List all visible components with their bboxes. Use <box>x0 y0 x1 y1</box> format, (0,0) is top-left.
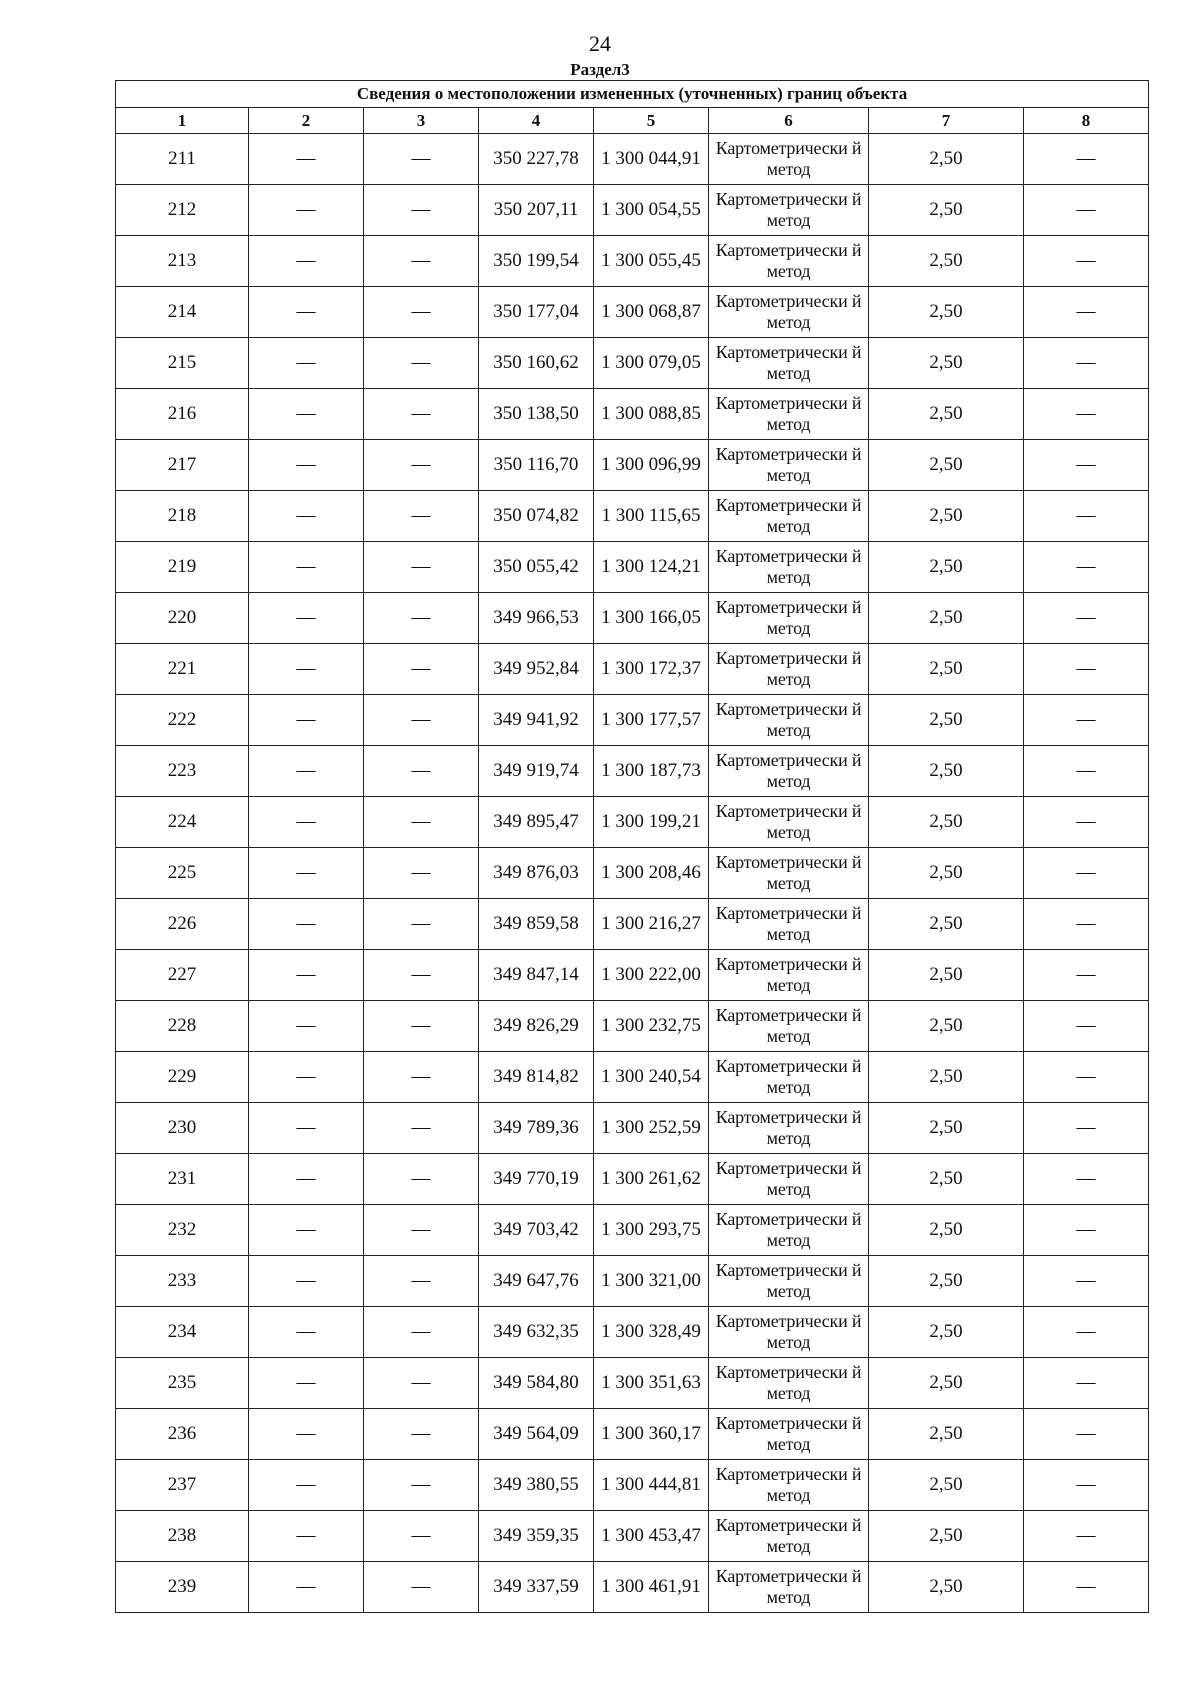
accuracy-cell: 2,50 <box>869 1154 1024 1205</box>
accuracy-cell: 2,50 <box>869 236 1024 287</box>
accuracy-cell: 2,50 <box>869 644 1024 695</box>
method-cell: Картометрически й метод <box>709 542 869 593</box>
accuracy-cell: 2,50 <box>869 1460 1024 1511</box>
col8-value-cell: — <box>1024 1052 1149 1103</box>
method-cell: Картометрически й метод <box>709 1205 869 1256</box>
col2-value-cell: — <box>249 440 364 491</box>
col2-value-cell: — <box>249 1205 364 1256</box>
accuracy-cell: 2,50 <box>869 1307 1024 1358</box>
method-cell: Картометрически й метод <box>709 1001 869 1052</box>
col8-value-cell: — <box>1024 1511 1149 1562</box>
col3-value-cell: — <box>364 950 479 1001</box>
column-number-row <box>116 108 1149 134</box>
point-number-cell: 230 <box>116 1103 249 1154</box>
point-number-cell: 212 <box>116 185 249 236</box>
col8-value-cell: — <box>1024 338 1149 389</box>
y-coordinate-cell: 1 300 461,91 <box>594 1562 709 1613</box>
method-cell: Картометрически й метод <box>709 1460 869 1511</box>
col3-value-cell: — <box>364 848 479 899</box>
method-cell: Картометрически й метод <box>709 491 869 542</box>
y-coordinate-cell: 1 300 321,00 <box>594 1256 709 1307</box>
table-row <box>116 899 1149 950</box>
y-coordinate-cell: 1 300 187,73 <box>594 746 709 797</box>
x-coordinate-cell: 349 632,35 <box>479 1307 594 1358</box>
point-number-cell: 217 <box>116 440 249 491</box>
column-number-5: 5 <box>594 108 709 134</box>
x-coordinate-cell: 350 177,04 <box>479 287 594 338</box>
x-coordinate-cell: 350 207,11 <box>479 185 594 236</box>
col3-value-cell: — <box>364 1001 479 1052</box>
table-row <box>116 1052 1149 1103</box>
y-coordinate-cell: 1 300 124,21 <box>594 542 709 593</box>
col8-value-cell: — <box>1024 1562 1149 1613</box>
table-row <box>116 1154 1149 1205</box>
col2-value-cell: — <box>249 848 364 899</box>
col2-value-cell: — <box>249 236 364 287</box>
table-row <box>116 440 1149 491</box>
table-caption: Сведения о местоположении измененных (уточненных) границ объекта <box>116 81 1149 108</box>
point-number-cell: 223 <box>116 746 249 797</box>
page-number: 24 <box>589 31 611 56</box>
accuracy-cell: 2,50 <box>869 134 1024 185</box>
x-coordinate-cell: 349 703,42 <box>479 1205 594 1256</box>
method-cell: Картометрически й метод <box>709 1358 869 1409</box>
x-coordinate-cell: 349 359,35 <box>479 1511 594 1562</box>
accuracy-cell: 2,50 <box>869 491 1024 542</box>
y-coordinate-cell: 1 300 252,59 <box>594 1103 709 1154</box>
x-coordinate-cell: 350 055,42 <box>479 542 594 593</box>
y-coordinate-cell: 1 300 208,46 <box>594 848 709 899</box>
y-coordinate-cell: 1 300 166,05 <box>594 593 709 644</box>
column-number-2: 2 <box>249 108 364 134</box>
point-number-cell: 229 <box>116 1052 249 1103</box>
method-cell: Картометрически й метод <box>709 1154 869 1205</box>
col2-value-cell: — <box>249 1562 364 1613</box>
x-coordinate-cell: 349 826,29 <box>479 1001 594 1052</box>
point-number-cell: 221 <box>116 644 249 695</box>
col2-value-cell: — <box>249 1052 364 1103</box>
col3-value-cell: — <box>364 1511 479 1562</box>
col3-value-cell: — <box>364 797 479 848</box>
column-number-6: 6 <box>709 108 869 134</box>
col8-value-cell: — <box>1024 1307 1149 1358</box>
method-cell: Картометрически й метод <box>709 1307 869 1358</box>
method-cell: Картометрически й метод <box>709 1256 869 1307</box>
y-coordinate-cell: 1 300 216,27 <box>594 899 709 950</box>
col2-value-cell: — <box>249 338 364 389</box>
x-coordinate-cell: 349 647,76 <box>479 1256 594 1307</box>
table-row <box>116 593 1149 644</box>
col3-value-cell: — <box>364 695 479 746</box>
col8-value-cell: — <box>1024 1154 1149 1205</box>
point-number-cell: 236 <box>116 1409 249 1460</box>
accuracy-cell: 2,50 <box>869 1562 1024 1613</box>
method-cell: Картометрически й метод <box>709 1052 869 1103</box>
x-coordinate-cell: 349 966,53 <box>479 593 594 644</box>
y-coordinate-cell: 1 300 351,63 <box>594 1358 709 1409</box>
col8-value-cell: — <box>1024 542 1149 593</box>
column-number-4: 4 <box>479 108 594 134</box>
method-cell: Картометрически й метод <box>709 746 869 797</box>
x-coordinate-cell: 350 199,54 <box>479 236 594 287</box>
point-number-cell: 218 <box>116 491 249 542</box>
point-number-cell: 215 <box>116 338 249 389</box>
point-number-cell: 239 <box>116 1562 249 1613</box>
col3-value-cell: — <box>364 389 479 440</box>
col3-value-cell: — <box>364 899 479 950</box>
table-row <box>116 1460 1149 1511</box>
y-coordinate-cell: 1 300 293,75 <box>594 1205 709 1256</box>
y-coordinate-cell: 1 300 177,57 <box>594 695 709 746</box>
y-coordinate-cell: 1 300 240,54 <box>594 1052 709 1103</box>
x-coordinate-cell: 350 074,82 <box>479 491 594 542</box>
col3-value-cell: — <box>364 491 479 542</box>
y-coordinate-cell: 1 300 232,75 <box>594 1001 709 1052</box>
x-coordinate-cell: 349 584,80 <box>479 1358 594 1409</box>
x-coordinate-cell: 349 952,84 <box>479 644 594 695</box>
method-cell: Картометрически й метод <box>709 593 869 644</box>
x-coordinate-cell: 350 160,62 <box>479 338 594 389</box>
col3-value-cell: — <box>364 1562 479 1613</box>
col8-value-cell: — <box>1024 1460 1149 1511</box>
point-number-cell: 214 <box>116 287 249 338</box>
x-coordinate-cell: 350 116,70 <box>479 440 594 491</box>
point-number-cell: 227 <box>116 950 249 1001</box>
col3-value-cell: — <box>364 1052 479 1103</box>
table-row <box>116 389 1149 440</box>
y-coordinate-cell: 1 300 453,47 <box>594 1511 709 1562</box>
col3-value-cell: — <box>364 440 479 491</box>
accuracy-cell: 2,50 <box>869 1001 1024 1052</box>
accuracy-cell: 2,50 <box>869 1256 1024 1307</box>
col8-value-cell: — <box>1024 644 1149 695</box>
y-coordinate-cell: 1 300 222,00 <box>594 950 709 1001</box>
method-cell: Картометрически й метод <box>709 695 869 746</box>
x-coordinate-cell: 349 941,92 <box>479 695 594 746</box>
y-coordinate-cell: 1 300 054,55 <box>594 185 709 236</box>
method-cell: Картометрически й метод <box>709 1103 869 1154</box>
accuracy-cell: 2,50 <box>869 899 1024 950</box>
table-row <box>116 542 1149 593</box>
col8-value-cell: — <box>1024 950 1149 1001</box>
col3-value-cell: — <box>364 287 479 338</box>
x-coordinate-cell: 349 770,19 <box>479 1154 594 1205</box>
y-coordinate-cell: 1 300 068,87 <box>594 287 709 338</box>
col8-value-cell: — <box>1024 1256 1149 1307</box>
y-coordinate-cell: 1 300 360,17 <box>594 1409 709 1460</box>
col2-value-cell: — <box>249 542 364 593</box>
point-number-cell: 226 <box>116 899 249 950</box>
col8-value-cell: — <box>1024 491 1149 542</box>
accuracy-cell: 2,50 <box>869 1205 1024 1256</box>
x-coordinate-cell: 349 847,14 <box>479 950 594 1001</box>
point-number-cell: 216 <box>116 389 249 440</box>
x-coordinate-cell: 350 227,78 <box>479 134 594 185</box>
table-row <box>116 185 1149 236</box>
accuracy-cell: 2,50 <box>869 542 1024 593</box>
point-number-cell: 237 <box>116 1460 249 1511</box>
col8-value-cell: — <box>1024 1205 1149 1256</box>
column-number-1: 1 <box>116 108 249 134</box>
col8-value-cell: — <box>1024 389 1149 440</box>
y-coordinate-cell: 1 300 444,81 <box>594 1460 709 1511</box>
y-coordinate-cell: 1 300 044,91 <box>594 134 709 185</box>
table-row <box>116 491 1149 542</box>
col8-value-cell: — <box>1024 797 1149 848</box>
point-number-cell: 234 <box>116 1307 249 1358</box>
point-number-cell: 228 <box>116 1001 249 1052</box>
col3-value-cell: — <box>364 1103 479 1154</box>
table-row <box>116 695 1149 746</box>
table-row <box>116 644 1149 695</box>
y-coordinate-cell: 1 300 115,65 <box>594 491 709 542</box>
accuracy-cell: 2,50 <box>869 287 1024 338</box>
y-coordinate-cell: 1 300 199,21 <box>594 797 709 848</box>
y-coordinate-cell: 1 300 088,85 <box>594 389 709 440</box>
col3-value-cell: — <box>364 236 479 287</box>
col2-value-cell: — <box>249 1307 364 1358</box>
x-coordinate-cell: 349 859,58 <box>479 899 594 950</box>
accuracy-cell: 2,50 <box>869 1358 1024 1409</box>
table-row <box>116 287 1149 338</box>
col8-value-cell: — <box>1024 593 1149 644</box>
col3-value-cell: — <box>364 185 479 236</box>
col2-value-cell: — <box>249 1256 364 1307</box>
table-body <box>116 134 1149 1613</box>
col8-value-cell: — <box>1024 236 1149 287</box>
method-cell: Картометрически й метод <box>709 1409 869 1460</box>
col2-value-cell: — <box>249 1358 364 1409</box>
y-coordinate-cell: 1 300 079,05 <box>594 338 709 389</box>
col3-value-cell: — <box>364 746 479 797</box>
point-number-cell: 231 <box>116 1154 249 1205</box>
method-cell: Картометрически й метод <box>709 134 869 185</box>
col3-value-cell: — <box>364 1256 479 1307</box>
x-coordinate-cell: 349 895,47 <box>479 797 594 848</box>
point-number-cell: 213 <box>116 236 249 287</box>
table-row <box>116 848 1149 899</box>
table-row <box>116 1205 1149 1256</box>
method-cell: Картометрически й метод <box>709 848 869 899</box>
boundary-coordinates-table <box>115 80 1149 1613</box>
col8-value-cell: — <box>1024 185 1149 236</box>
accuracy-cell: 2,50 <box>869 1511 1024 1562</box>
col8-value-cell: — <box>1024 1001 1149 1052</box>
point-number-cell: 238 <box>116 1511 249 1562</box>
y-coordinate-cell: 1 300 172,37 <box>594 644 709 695</box>
col3-value-cell: — <box>364 593 479 644</box>
table-row <box>116 1409 1149 1460</box>
col8-value-cell: — <box>1024 848 1149 899</box>
point-number-cell: 235 <box>116 1358 249 1409</box>
accuracy-cell: 2,50 <box>869 593 1024 644</box>
col2-value-cell: — <box>249 899 364 950</box>
point-number-cell: 211 <box>116 134 249 185</box>
table-row <box>116 1001 1149 1052</box>
col3-value-cell: — <box>364 338 479 389</box>
col3-value-cell: — <box>364 1205 479 1256</box>
table-row <box>116 1562 1149 1613</box>
method-cell: Картометрически й метод <box>709 338 869 389</box>
x-coordinate-cell: 349 919,74 <box>479 746 594 797</box>
accuracy-cell: 2,50 <box>869 389 1024 440</box>
accuracy-cell: 2,50 <box>869 848 1024 899</box>
col2-value-cell: — <box>249 185 364 236</box>
x-coordinate-cell: 349 564,09 <box>479 1409 594 1460</box>
column-number-8: 8 <box>1024 108 1149 134</box>
table-row <box>116 1358 1149 1409</box>
point-number-cell: 220 <box>116 593 249 644</box>
col2-value-cell: — <box>249 134 364 185</box>
accuracy-cell: 2,50 <box>869 950 1024 1001</box>
col8-value-cell: — <box>1024 1103 1149 1154</box>
x-coordinate-cell: 349 337,59 <box>479 1562 594 1613</box>
method-cell: Картометрически й метод <box>709 440 869 491</box>
method-cell: Картометрически й метод <box>709 389 869 440</box>
col2-value-cell: — <box>249 1103 364 1154</box>
col8-value-cell: — <box>1024 440 1149 491</box>
col2-value-cell: — <box>249 1409 364 1460</box>
accuracy-cell: 2,50 <box>869 1052 1024 1103</box>
col2-value-cell: — <box>249 389 364 440</box>
y-coordinate-cell: 1 300 328,49 <box>594 1307 709 1358</box>
method-cell: Картометрически й метод <box>709 644 869 695</box>
col2-value-cell: — <box>249 1511 364 1562</box>
accuracy-cell: 2,50 <box>869 1409 1024 1460</box>
method-cell: Картометрически й метод <box>709 236 869 287</box>
point-number-cell: 225 <box>116 848 249 899</box>
method-cell: Картометрически й метод <box>709 1562 869 1613</box>
point-number-cell: 222 <box>116 695 249 746</box>
table-row <box>116 1103 1149 1154</box>
table-row <box>116 134 1149 185</box>
col2-value-cell: — <box>249 1001 364 1052</box>
point-number-cell: 232 <box>116 1205 249 1256</box>
column-number-3: 3 <box>364 108 479 134</box>
y-coordinate-cell: 1 300 096,99 <box>594 440 709 491</box>
col3-value-cell: — <box>364 542 479 593</box>
col2-value-cell: — <box>249 695 364 746</box>
method-cell: Картометрически й метод <box>709 797 869 848</box>
col3-value-cell: — <box>364 1460 479 1511</box>
col8-value-cell: — <box>1024 1409 1149 1460</box>
accuracy-cell: 2,50 <box>869 797 1024 848</box>
x-coordinate-cell: 349 876,03 <box>479 848 594 899</box>
col2-value-cell: — <box>249 491 364 542</box>
col2-value-cell: — <box>249 593 364 644</box>
x-coordinate-cell: 350 138,50 <box>479 389 594 440</box>
accuracy-cell: 2,50 <box>869 185 1024 236</box>
col2-value-cell: — <box>249 644 364 695</box>
x-coordinate-cell: 349 380,55 <box>479 1460 594 1511</box>
col8-value-cell: — <box>1024 1358 1149 1409</box>
y-coordinate-cell: 1 300 055,45 <box>594 236 709 287</box>
col8-value-cell: — <box>1024 134 1149 185</box>
method-cell: Картометрически й метод <box>709 287 869 338</box>
method-cell: Картометрически й метод <box>709 1511 869 1562</box>
table-row <box>116 338 1149 389</box>
x-coordinate-cell: 349 789,36 <box>479 1103 594 1154</box>
point-number-cell: 219 <box>116 542 249 593</box>
section-title: Раздел3 <box>570 60 630 79</box>
col8-value-cell: — <box>1024 287 1149 338</box>
x-coordinate-cell: 349 814,82 <box>479 1052 594 1103</box>
table-row <box>116 1307 1149 1358</box>
col2-value-cell: — <box>249 287 364 338</box>
col2-value-cell: — <box>249 797 364 848</box>
accuracy-cell: 2,50 <box>869 440 1024 491</box>
accuracy-cell: 2,50 <box>869 1103 1024 1154</box>
col2-value-cell: — <box>249 1154 364 1205</box>
table-row <box>116 236 1149 287</box>
col3-value-cell: — <box>364 1307 479 1358</box>
table-row <box>116 950 1149 1001</box>
col8-value-cell: — <box>1024 899 1149 950</box>
table-row <box>116 797 1149 848</box>
column-number-7: 7 <box>869 108 1024 134</box>
accuracy-cell: 2,50 <box>869 746 1024 797</box>
method-cell: Картометрически й метод <box>709 899 869 950</box>
col3-value-cell: — <box>364 1358 479 1409</box>
accuracy-cell: 2,50 <box>869 338 1024 389</box>
accuracy-cell: 2,50 <box>869 695 1024 746</box>
point-number-cell: 224 <box>116 797 249 848</box>
col3-value-cell: — <box>364 134 479 185</box>
col2-value-cell: — <box>249 1460 364 1511</box>
y-coordinate-cell: 1 300 261,62 <box>594 1154 709 1205</box>
col2-value-cell: — <box>249 746 364 797</box>
col2-value-cell: — <box>249 950 364 1001</box>
table-row <box>116 746 1149 797</box>
col3-value-cell: — <box>364 1154 479 1205</box>
col8-value-cell: — <box>1024 746 1149 797</box>
col3-value-cell: — <box>364 644 479 695</box>
point-number-cell: 233 <box>116 1256 249 1307</box>
table-row <box>116 1256 1149 1307</box>
col8-value-cell: — <box>1024 695 1149 746</box>
method-cell: Картометрически й метод <box>709 185 869 236</box>
table-row <box>116 1511 1149 1562</box>
col3-value-cell: — <box>364 1409 479 1460</box>
method-cell: Картометрически й метод <box>709 950 869 1001</box>
